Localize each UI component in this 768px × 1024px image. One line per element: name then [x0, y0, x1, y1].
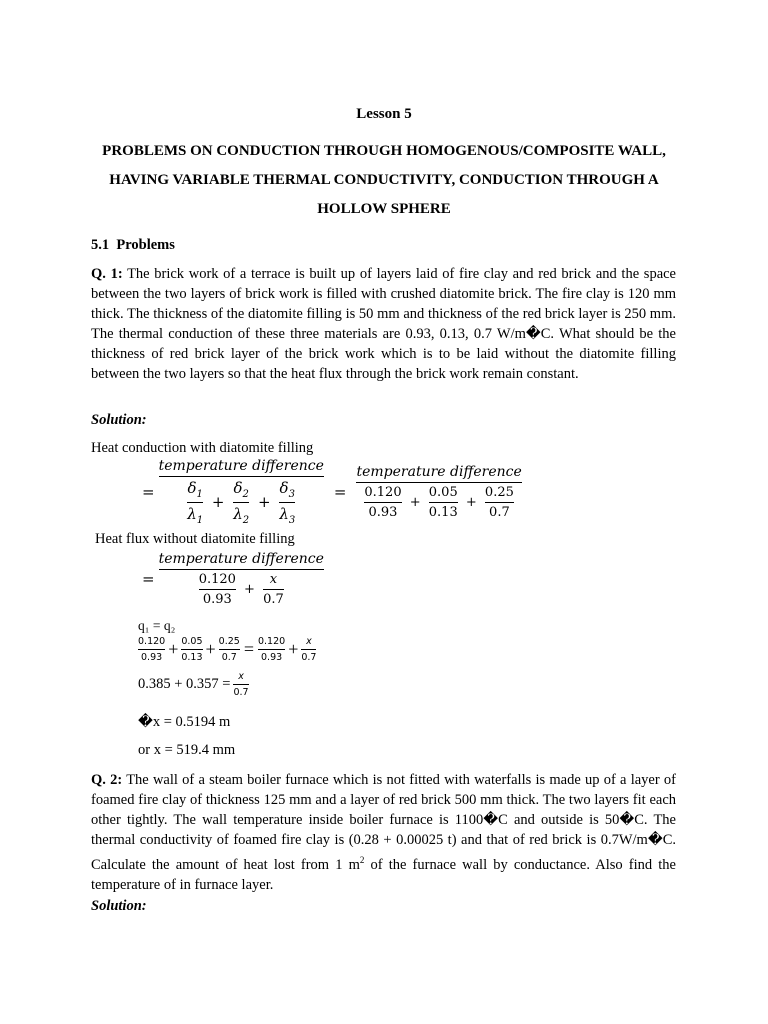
lambda-symbol: λ — [279, 505, 289, 523]
heading-line-3: HOLLOW SPHERE — [317, 201, 451, 217]
solution-label: Solution: — [91, 412, 147, 428]
plus-sign: + — [409, 495, 421, 510]
variable-x: x — [238, 671, 244, 682]
question-1-text: The brick work of a terrace is built up of layers laid of fire clay and red brick and the space between the two layers of brick work is filled with crushed diatomite brick. The fire clay is 120 mm thick. The thickness of the diatomite filling is 50 mm and thickness of the red brick layer is 250 mm. The thermal conduction of these three materials are 0.93, 0.13, 0.7 W/m�C. What should be the thickness of red brick layer of the brick work which is to be laid without the diatomite filling between the two layers so that the heat flux through the brick work remain constant. — [91, 266, 676, 382]
plus-sign: + — [168, 639, 179, 659]
plus-sign: + — [288, 639, 299, 659]
value-093: 0.93 — [261, 652, 283, 663]
question-2-text-b: of the furnace wall by conductance. Also find the temperature of in furnace layer. — [91, 856, 676, 893]
value-093: 0.93 — [368, 505, 398, 520]
value-07: 0.7 — [489, 505, 510, 520]
equation-equal-flux — [138, 636, 316, 663]
solution-label-2: Solution: — [91, 898, 147, 914]
value-0120: 0.120 — [138, 636, 166, 647]
value-0120: 0.120 — [198, 572, 236, 587]
question-1-label: Q. 1: — [91, 266, 123, 282]
value-025: 0.25 — [484, 485, 514, 500]
fraction-numeric — [356, 464, 521, 520]
section-number: 5.1 — [91, 237, 110, 253]
value-013: 0.13 — [181, 652, 203, 663]
value-005: 0.05 — [428, 485, 458, 500]
subscript: 1 — [196, 489, 203, 500]
equals-sign: = — [142, 570, 155, 588]
caption-without-diatomite: Heat flux without diatomite filling — [95, 531, 295, 547]
numerator-temperature-difference: temperature difference — [158, 551, 324, 567]
question-2-text-a: The wall of a steam boiler furnace which is not fitted with waterfalls is made up of a layer of foamed fire clay of thickness 125 mm and a layer of red brick 500 mm thick. The two layers fit each other tightly. The wall temperature inside boiler furnace is 1100�C and outside is 50�C. The thermal conductivity of foamed fire clay is (0.28 + 0.00025 t) and that of red brick is 0.7W/m�C. Calculate the amount of heat lost from 1 m — [91, 772, 676, 873]
heading-line-2: HAVING VARIABLE THERMAL CONDUCTIVITY, CONDUCTION THROUGH A — [109, 172, 659, 188]
question-2 — [91, 770, 676, 895]
equals-sign: = — [243, 639, 254, 659]
plus-sign: + — [205, 639, 216, 659]
fraction-delta2-lambda2 — [233, 479, 249, 526]
q1-equals-q2: q₁ = q₂ — [138, 618, 176, 633]
lambda-symbol: λ — [187, 505, 197, 523]
equals-sign: = — [333, 483, 347, 501]
value-07: 0.7 — [221, 652, 237, 663]
fraction-without-diatomite — [159, 551, 324, 607]
value-07: 0.7 — [233, 687, 249, 698]
subscript: 3 — [288, 489, 295, 500]
value-093: 0.93 — [202, 592, 232, 607]
plus-sign: + — [244, 582, 255, 597]
question-1 — [91, 264, 676, 384]
value-013: 0.13 — [428, 505, 458, 520]
value-0120: 0.120 — [257, 636, 286, 647]
value-005: 0.05 — [181, 636, 203, 647]
equation-with-diatomite — [138, 458, 522, 526]
equation-without-diatomite — [138, 551, 324, 607]
equals-sign: = — [142, 483, 155, 501]
caption-with-diatomite: Heat conduction with diatomite filling — [91, 440, 314, 456]
value-07: 0.7 — [301, 652, 317, 663]
denominator-numeric-sum — [364, 485, 514, 520]
plus-sign: + — [211, 492, 225, 511]
lambda-symbol: λ — [233, 505, 243, 523]
section-title: Problems — [116, 237, 175, 253]
delta-symbol: δ — [279, 479, 289, 497]
fraction-general — [159, 458, 324, 526]
variable-x: x — [269, 572, 278, 587]
numerator-temperature-difference: temperature difference — [158, 458, 324, 474]
lesson-title: Lesson 5 — [356, 106, 412, 122]
subscript: 2 — [242, 515, 250, 526]
numerator-temperature-difference: temperature difference — [356, 464, 522, 480]
denominator-sum — [199, 572, 284, 607]
value-093: 0.93 — [141, 652, 163, 663]
x-result-mm: or x = 519.4 mm — [138, 742, 236, 758]
question-2-label: Q. 2: — [91, 772, 123, 788]
value-025: 0.25 — [218, 636, 240, 647]
heading-line-1: PROBLEMS ON CONDUCTION THROUGH HOMOGENOUS/COMPOSITE WALL, — [102, 143, 666, 159]
superscript-2: 2 — [359, 855, 365, 865]
subscript: 1 — [196, 515, 204, 526]
variable-x: x — [306, 636, 312, 647]
value-0120: 0.120 — [364, 485, 402, 500]
fraction-delta1-lambda1 — [187, 479, 203, 526]
denominator-resistance-sum — [187, 479, 295, 526]
subscript: 2 — [242, 489, 249, 500]
plus-sign: + — [257, 492, 271, 511]
equation-sum-result — [138, 671, 249, 698]
subscript: 3 — [288, 515, 296, 526]
sum-expression: 0.385 + 0.357 = — [138, 676, 231, 692]
delta-symbol: δ — [187, 479, 197, 497]
value-07: 0.7 — [263, 592, 284, 607]
x-result-m: �x = 0.5194 m — [138, 714, 231, 730]
delta-symbol: δ — [233, 479, 243, 497]
plus-sign: + — [465, 495, 477, 510]
fraction-delta3-lambda3 — [279, 479, 295, 526]
section-heading — [91, 237, 175, 254]
